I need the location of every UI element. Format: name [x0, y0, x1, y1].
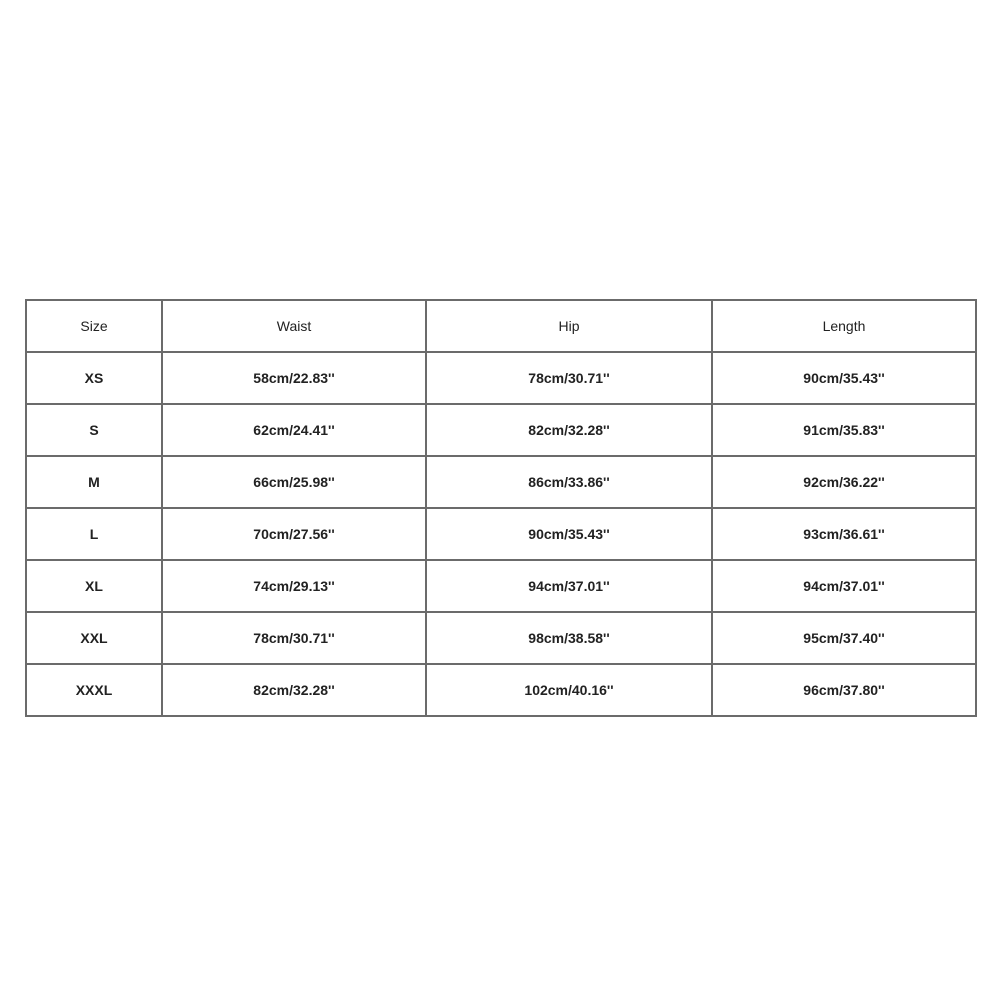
size-chart-header: [26, 300, 976, 352]
header-row: [26, 300, 976, 352]
hip-cell: 98cm/38.58'': [426, 612, 712, 664]
size-cell: S: [26, 404, 162, 456]
length-cell: 96cm/37.80'': [712, 664, 976, 716]
header-hip: Hip: [426, 300, 712, 352]
hip-cell: 82cm/32.28'': [426, 404, 712, 456]
waist-cell: 82cm/32.28'': [162, 664, 426, 716]
header-size: Size: [26, 300, 162, 352]
waist-cell: 58cm/22.83'': [162, 352, 426, 404]
length-cell: 93cm/36.61'': [712, 508, 976, 560]
table-row: [26, 352, 976, 404]
size-cell: XS: [26, 352, 162, 404]
header-length: Length: [712, 300, 976, 352]
size-cell: L: [26, 508, 162, 560]
waist-cell: 70cm/27.56'': [162, 508, 426, 560]
table-row: [26, 560, 976, 612]
waist-cell: 62cm/24.41'': [162, 404, 426, 456]
hip-cell: 86cm/33.86'': [426, 456, 712, 508]
length-cell: 91cm/35.83'': [712, 404, 976, 456]
hip-cell: 102cm/40.16'': [426, 664, 712, 716]
waist-cell: 74cm/29.13'': [162, 560, 426, 612]
hip-cell: 94cm/37.01'': [426, 560, 712, 612]
waist-cell: 66cm/25.98'': [162, 456, 426, 508]
size-chart-table: [25, 299, 977, 717]
length-cell: 94cm/37.01'': [712, 560, 976, 612]
size-chart-body: [26, 352, 976, 716]
size-cell: M: [26, 456, 162, 508]
length-cell: 90cm/35.43'': [712, 352, 976, 404]
length-cell: 92cm/36.22'': [712, 456, 976, 508]
table-row: [26, 612, 976, 664]
hip-cell: 78cm/30.71'': [426, 352, 712, 404]
waist-cell: 78cm/30.71'': [162, 612, 426, 664]
table-row: [26, 664, 976, 716]
size-cell: XL: [26, 560, 162, 612]
size-cell: XXL: [26, 612, 162, 664]
table-row: [26, 404, 976, 456]
size-cell: XXXL: [26, 664, 162, 716]
table-row: [26, 508, 976, 560]
header-waist: Waist: [162, 300, 426, 352]
hip-cell: 90cm/35.43'': [426, 508, 712, 560]
length-cell: 95cm/37.40'': [712, 612, 976, 664]
table-row: [26, 456, 976, 508]
